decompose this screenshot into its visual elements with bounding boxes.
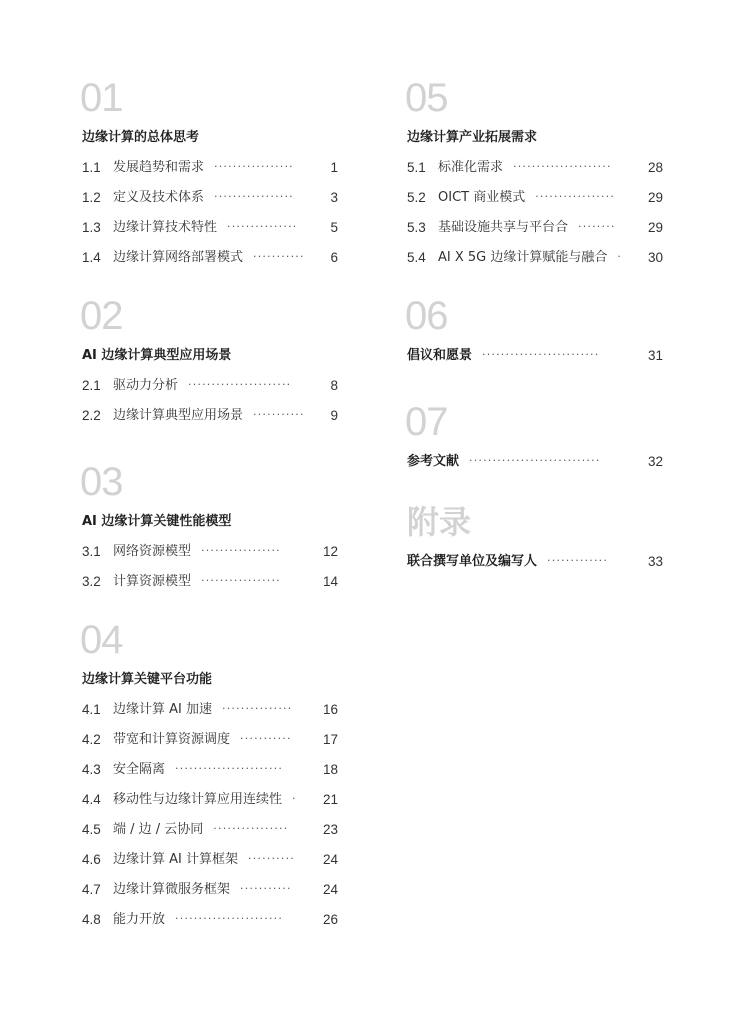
entry-page: 8 bbox=[330, 378, 338, 393]
entry-page: 23 bbox=[322, 822, 338, 837]
entry-page: 24 bbox=[322, 882, 338, 897]
toc-entry[interactable] bbox=[407, 190, 663, 220]
section-number: 07 bbox=[405, 400, 448, 444]
toc-entry[interactable] bbox=[82, 702, 338, 732]
entry-label: 基础设施共享与平台合 bbox=[438, 220, 569, 235]
entry-label: 边缘计算网络部署模式 bbox=[113, 250, 244, 265]
toc-entry[interactable] bbox=[407, 454, 663, 470]
entry-page: 21 bbox=[322, 792, 338, 807]
entry-label: AI X 5G 边缘计算赋能与融合 bbox=[438, 250, 608, 265]
dot-leader: ················ bbox=[213, 822, 289, 835]
entry-page: 26 bbox=[322, 912, 338, 927]
dot-leader: ················· bbox=[535, 190, 616, 203]
toc-entry[interactable] bbox=[82, 250, 338, 280]
entry-page: 17 bbox=[322, 732, 338, 747]
entry-label: 带宽和计算资源调度 bbox=[113, 732, 231, 747]
entry-label: 边缘计算技术特性 bbox=[113, 220, 218, 235]
entry-page: 16 bbox=[322, 702, 338, 717]
section-title[interactable]: 边缘计算产业拓展需求 bbox=[407, 130, 538, 145]
entry-page: 6 bbox=[330, 250, 338, 265]
toc-entry[interactable] bbox=[82, 574, 338, 604]
dot-leader: ···························· bbox=[469, 454, 601, 467]
entry-label: 安全隔离 bbox=[113, 762, 166, 777]
entry-number: 5.2 bbox=[407, 190, 426, 205]
entry-page: 33 bbox=[647, 554, 663, 569]
entry-page: 28 bbox=[647, 160, 663, 175]
toc-entry[interactable] bbox=[82, 732, 338, 762]
dot-leader: ··········· bbox=[253, 250, 305, 263]
toc-entry[interactable] bbox=[407, 554, 663, 570]
toc-entry[interactable] bbox=[82, 822, 338, 852]
dot-leader: ··············· bbox=[227, 220, 298, 233]
toc-entry[interactable] bbox=[82, 792, 338, 822]
toc-entry[interactable] bbox=[82, 882, 338, 912]
dot-leader: ················· bbox=[214, 190, 294, 203]
entry-label: 计算资源模型 bbox=[113, 574, 192, 589]
entry-page: 14 bbox=[322, 574, 338, 589]
toc-entry[interactable] bbox=[82, 852, 338, 882]
toc-entry[interactable] bbox=[82, 408, 338, 438]
toc-entry[interactable] bbox=[407, 348, 663, 364]
entry-page: 30 bbox=[647, 250, 663, 265]
entry-number: 4.5 bbox=[82, 822, 101, 837]
section-title[interactable]: AI 边缘计算典型应用场景 bbox=[82, 348, 232, 363]
entry-number: 4.3 bbox=[82, 762, 101, 777]
dot-leader: ······················ bbox=[188, 378, 292, 391]
appendix-heading: 附录 bbox=[407, 503, 472, 541]
entry-number: 1.3 bbox=[82, 220, 101, 235]
toc-entry[interactable] bbox=[407, 160, 663, 190]
dot-leader: · bbox=[617, 250, 623, 263]
dot-leader: ··········· bbox=[253, 408, 305, 421]
dot-leader: · bbox=[292, 792, 297, 805]
entry-label: 标准化需求 bbox=[438, 160, 504, 175]
entry-number: 2.1 bbox=[82, 378, 101, 393]
section-number: 01 bbox=[80, 76, 123, 120]
entry-page: 31 bbox=[647, 348, 663, 363]
section-title: 联合撰写单位及编写人 bbox=[407, 554, 538, 569]
section-title: 倡议和愿景 bbox=[407, 348, 473, 363]
section-number: 04 bbox=[80, 618, 123, 662]
entry-page: 32 bbox=[647, 454, 663, 469]
entry-page: 3 bbox=[330, 190, 338, 205]
entry-page: 12 bbox=[322, 544, 338, 559]
dot-leader: ················· bbox=[214, 160, 294, 173]
entry-number: 1.1 bbox=[82, 160, 101, 175]
entry-number: 3.1 bbox=[82, 544, 101, 559]
entry-label: 移动性与边缘计算应用连续性 bbox=[113, 792, 283, 807]
toc-entry[interactable] bbox=[82, 190, 338, 220]
entry-label: 发展趋势和需求 bbox=[113, 160, 205, 175]
dot-leader: ····················· bbox=[513, 160, 612, 173]
dot-leader: ························· bbox=[482, 348, 600, 361]
entry-label: 端 / 边 / 云协同 bbox=[113, 822, 204, 837]
toc-entry[interactable] bbox=[82, 912, 338, 942]
entry-label: 边缘计算微服务框架 bbox=[113, 882, 231, 897]
entry-page: 1 bbox=[330, 160, 338, 175]
entry-number: 2.2 bbox=[82, 408, 101, 423]
section-number: 02 bbox=[80, 294, 123, 338]
toc-entry[interactable] bbox=[82, 220, 338, 250]
dot-leader: ················· bbox=[201, 544, 281, 557]
toc-entry[interactable] bbox=[407, 250, 663, 280]
entry-label: 边缘计算 AI 计算框架 bbox=[113, 852, 238, 867]
dot-leader: ········ bbox=[578, 220, 616, 233]
entry-number: 4.7 bbox=[82, 882, 101, 897]
toc-entry[interactable] bbox=[82, 544, 338, 574]
dot-leader: ······················· bbox=[175, 912, 284, 925]
entry-number: 1.2 bbox=[82, 190, 101, 205]
entry-number: 4.1 bbox=[82, 702, 101, 717]
entry-number: 5.4 bbox=[407, 250, 426, 265]
dot-leader: ··········· bbox=[240, 732, 292, 745]
entry-number: 4.8 bbox=[82, 912, 101, 927]
entry-label: 边缘计算 AI 加速 bbox=[113, 702, 212, 717]
entry-label: 定义及技术体系 bbox=[113, 190, 205, 205]
dot-leader: ··········· bbox=[240, 882, 292, 895]
entry-label: 边缘计算典型应用场景 bbox=[113, 408, 244, 423]
section-number: 05 bbox=[405, 76, 448, 120]
entry-page: 29 bbox=[647, 190, 663, 205]
toc-entry[interactable] bbox=[407, 220, 663, 250]
entry-number: 1.4 bbox=[82, 250, 101, 265]
toc-entry[interactable] bbox=[82, 378, 338, 408]
section-title[interactable]: AI 边缘计算关键性能模型 bbox=[82, 514, 232, 529]
section-title[interactable]: 边缘计算的总体思考 bbox=[82, 130, 200, 145]
entry-number: 5.1 bbox=[407, 160, 426, 175]
dot-leader: ······················· bbox=[175, 762, 284, 775]
entry-number: 3.2 bbox=[82, 574, 101, 589]
section-number: 06 bbox=[405, 294, 448, 338]
section-number: 03 bbox=[80, 460, 123, 504]
entry-page: 9 bbox=[330, 408, 338, 423]
entry-label: 能力开放 bbox=[113, 912, 166, 927]
entry-label: OICT 商业模式 bbox=[438, 190, 526, 205]
entry-page: 18 bbox=[322, 762, 338, 777]
entry-page: 29 bbox=[647, 220, 663, 235]
entry-number: 4.2 bbox=[82, 732, 101, 747]
entry-page: 24 bbox=[322, 852, 338, 867]
dot-leader: ············· bbox=[547, 554, 609, 567]
entry-number: 4.4 bbox=[82, 792, 101, 807]
entry-page: 5 bbox=[330, 220, 338, 235]
toc-entry[interactable] bbox=[82, 762, 338, 792]
section-title[interactable]: 边缘计算关键平台功能 bbox=[82, 672, 213, 687]
dot-leader: ················· bbox=[201, 574, 281, 587]
entry-label: 驱动力分析 bbox=[113, 378, 179, 393]
dot-leader: ··············· bbox=[222, 702, 293, 715]
entry-number: 5.3 bbox=[407, 220, 426, 235]
entry-number: 4.6 bbox=[82, 852, 101, 867]
dot-leader: ·········· bbox=[248, 852, 295, 865]
section-title: 参考文献 bbox=[407, 454, 460, 469]
entry-label: 网络资源模型 bbox=[113, 544, 192, 559]
toc-entry[interactable] bbox=[82, 160, 338, 190]
